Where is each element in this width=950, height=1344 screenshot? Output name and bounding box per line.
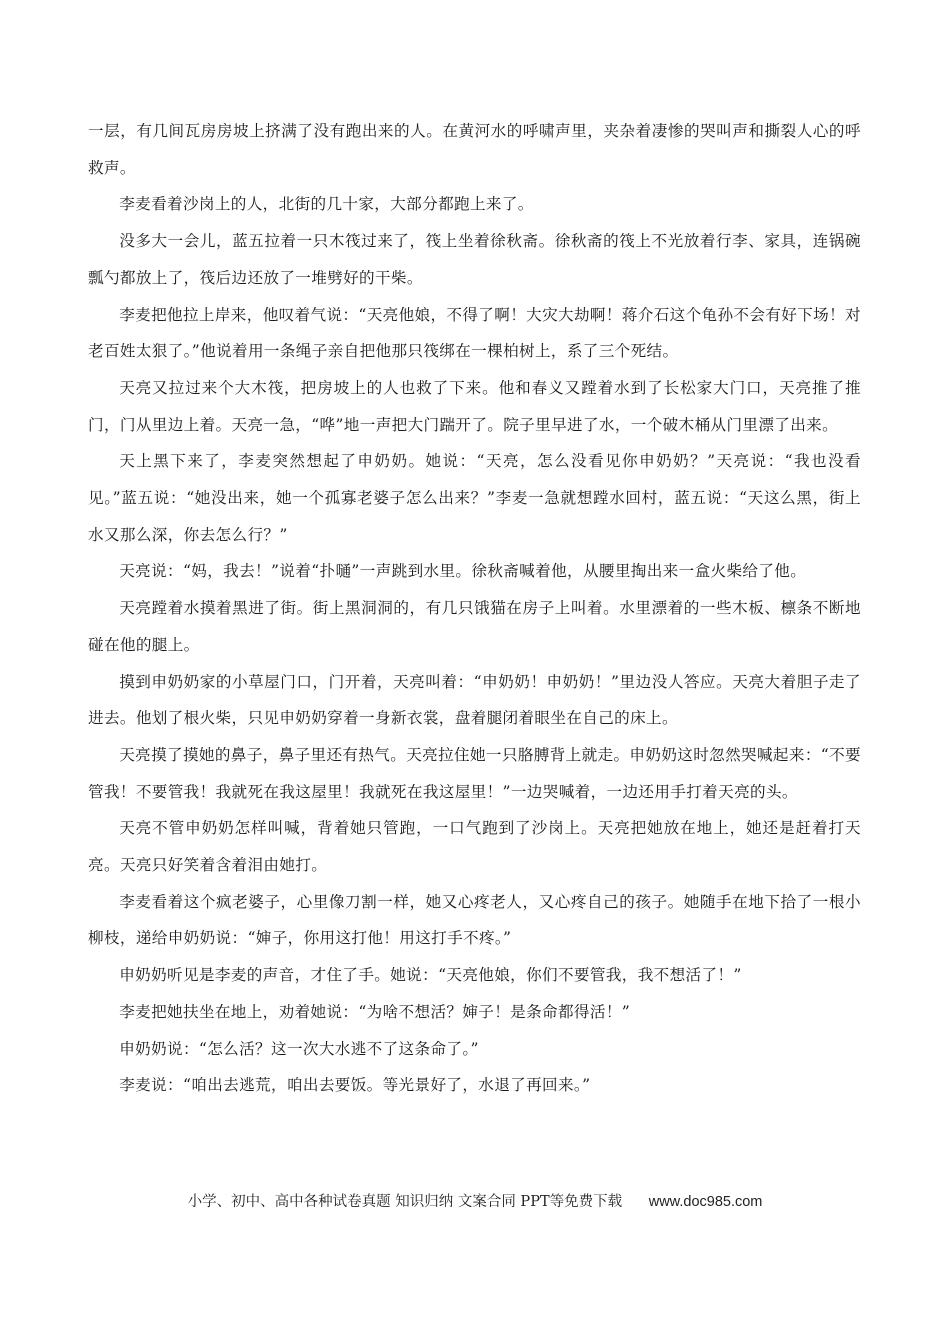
paragraph: 天上黑下来了，李麦突然想起了申奶奶。她说：“天亮，怎么没看见你申奶奶？”天亮说：“我也没看见。”蓝五说：“她没出来，她一个孤寡老婆子怎么出来？”李麦一急就想蹚水回村，蓝五说：“天这么黑，街上水又那么深，你去怎么行？” bbox=[88, 452, 861, 544]
paragraph: 没多大一会儿，蓝五拉着一只木筏过来了，筏上坐着徐秋斋。徐秋斋的筏上不光放着行李、家具，连锅碗瓢勺都放上了，筏后边还放了一堆劈好的干柴。 bbox=[88, 232, 861, 287]
paragraph: 李麦看着沙岗上的人，北街的几十家，大部分都跑上来了。 bbox=[119, 195, 534, 214]
footer-text: 小学、初中、高中各种试卷真题 知识归纳 文案合同 PPT等免费下载 bbox=[187, 1194, 623, 1210]
paragraph: 申奶奶听见是李麦的声音，才住了手。她说：“天亮他娘，你们不要管我，我不想活了！” bbox=[119, 966, 742, 985]
paragraph: 天亮摸了摸她的鼻子，鼻子里还有热气。天亮拉住她一只胳膊背上就走。申奶奶这时忽然哭喊起来：“不要管我！不要管我！我就死在我这屋里！我就死在我这屋里！”一边哭喊着，一边还用手打着天亮的头。 bbox=[88, 745, 861, 801]
paragraph: 摸到申奶奶家的小草屋门口，门开着，天亮叫着：“申奶奶！申奶奶！”里边没人答应。天亮大着胆子走了进去。他划了根火柴，只见申奶奶穿着一身新衣裳，盘着腿闭着眼坐在自己的床上。 bbox=[88, 672, 861, 728]
paragraph: 申奶奶说：“怎么活？这一次大水逃不了这条命了。” bbox=[119, 1039, 479, 1058]
paragraph: 天亮说：“妈，我去！”说着“扑嗵”一声跳到水里。徐秋斋喊着他，从腰里掏出来一盒火柴给了他。 bbox=[119, 562, 807, 581]
paragraph: 天亮又拉过来个大木筏，把房坡上的人也救了下来。他和春义又蹚着水到了长松家大门口，天亮推了推门，门从里边上着。天亮一急，“哗”地一声把大门踹开了。院子里早进了水，一个破木桶从门里漂了出来。 bbox=[88, 378, 861, 434]
document-body bbox=[88, 113, 861, 1104]
paragraph: 一层，有几间瓦房房坡上挤满了没有跑出来的人。在黄河水的呼啸声里，夹杂着凄惨的哭叫声和撕裂人心的呼救声。 bbox=[88, 122, 861, 177]
paragraph: 李麦看着这个疯老婆子，心里像刀割一样，她又心疼老人，又心疼自己的孩子。她随手在地下拾了一根小柳枝，递给申奶奶说：“婶子，你用这打他！用这打手不疼。” bbox=[88, 892, 861, 948]
paragraph: 天亮蹚着水摸着黑进了街。街上黑洞洞的，有几只饿猫在房子上叫着。水里漂着的一些木板、檩条不断地碰在他的腿上。 bbox=[88, 599, 861, 654]
paragraph: 李麦把他拉上岸来，他叹着气说：“天亮他娘，不得了啊！大灾大劫啊！蒋介石这个龟孙不会有好下场！对老百姓太狠了。”他说着用一条绳子亲自把他那只筏绑在一棵柏树上，系了三个死结。 bbox=[88, 305, 861, 361]
paragraph: 李麦说：“咱出去逃荒，咱出去要饭。等光景好了，水退了再回来。” bbox=[119, 1076, 591, 1095]
paragraph: 李麦把她扶坐在地上，劝着她说：“为啥不想活？婶子！是条命都得活！” bbox=[119, 1002, 631, 1021]
page-footer bbox=[0, 1190, 950, 1211]
footer-url: www.doc985.com bbox=[648, 1194, 763, 1210]
paragraph: 天亮不管申奶奶怎样叫喊，背着她只管跑，一口气跑到了沙岗上。天亮把她放在地上，她还是赶着打天亮。天亮只好笑着含着泪由她打。 bbox=[88, 819, 861, 875]
